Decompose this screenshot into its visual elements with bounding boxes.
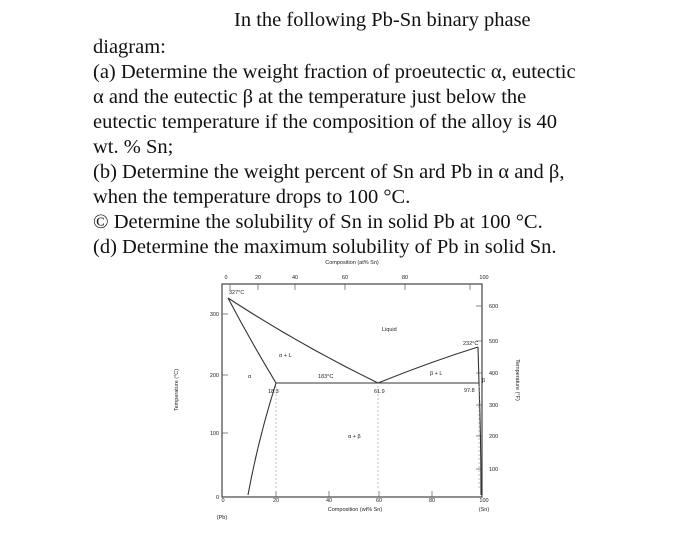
region-liquid: Liquid — [382, 327, 397, 333]
top-axis-title: Composition (at% Sn) — [325, 260, 379, 266]
bottom-tick-label: 20 — [272, 498, 280, 504]
top-tick-label: 0 — [224, 275, 228, 281]
bottom-tick-label: 40 — [325, 498, 333, 504]
left-tick-label: 100 — [209, 431, 219, 437]
solidus-alpha — [228, 298, 276, 383]
solvus-alpha — [248, 383, 276, 495]
bottom-tick-label: 0 — [221, 498, 225, 504]
top-tick-label: 40 — [291, 275, 299, 281]
question-line-8: when the temperature drops to 100 °C. — [93, 186, 411, 208]
right-tick-label: 400 — [489, 371, 499, 377]
right-tick-label: 300 — [489, 403, 499, 409]
pb-melting-point: 327°C — [229, 290, 245, 296]
top-tick-label: 80 — [401, 275, 409, 281]
question-line-6: wt. % Sn; — [93, 136, 174, 158]
bottom-tick-label: 100 — [479, 498, 489, 504]
region-alpha: α — [248, 374, 252, 380]
top-tick-label: 100 — [479, 275, 489, 281]
solidus-beta — [478, 347, 479, 383]
right-tick-label: 200 — [489, 434, 499, 440]
eutectic-composition: 61.9 — [374, 389, 385, 395]
question-line-7: (b) Determine the weight percent of Sn ard Pb in α and β, — [93, 161, 565, 183]
end-label-pb: (Pb) — [216, 515, 228, 521]
top-tick-label: 60 — [341, 275, 349, 281]
question-line-2: diagram: — [93, 36, 166, 58]
region-beta: β — [482, 378, 486, 384]
bottom-axis-title: Composition (wt% Sn) — [327, 507, 383, 513]
plot-frame — [222, 284, 482, 497]
left-tick-label: 200 — [209, 373, 219, 379]
liquidus-right — [378, 347, 478, 383]
right-tick-label: 100 — [489, 467, 499, 473]
right-tick-label: 500 — [489, 339, 499, 345]
beta-composition: 97.8 — [464, 388, 475, 394]
top-ticks — [224, 275, 488, 290]
left-ticks — [210, 312, 228, 501]
question-line-3: (a) Determine the weight fraction of proeutectic α, eutectic — [93, 61, 576, 83]
question-line-9: © Determine the solubility of Sn in solid Pb at 100 °C. — [93, 211, 543, 233]
region-alpha-plus-liquid: α + L — [279, 353, 292, 359]
left-tick-label: 300 — [209, 312, 219, 318]
liquidus-left — [228, 298, 378, 383]
sn-melting-point: 232°C — [463, 341, 479, 347]
question-line-10: (d) Determine the maximum solubility of Pb in solid Sn. — [93, 236, 557, 258]
left-tick-label: 0 — [215, 495, 219, 501]
region-alpha-plus-beta: α + β — [348, 434, 361, 440]
bottom-tick-label: 80 — [428, 498, 436, 504]
right-axis-title: Temperature (°F) — [514, 359, 520, 401]
question-line-4: α and the eutectic β at the temperature just below the — [93, 86, 527, 108]
region-beta-plus-liquid: β + L — [430, 371, 443, 377]
question-line-1: In the following Pb-Sn binary phase — [234, 9, 531, 31]
end-label-sn: (Sn) — [478, 507, 490, 513]
question-line-5: eutectic temperature if the composition of the alloy is 40 — [93, 111, 557, 133]
alpha-composition: 18.3 — [268, 389, 279, 395]
left-axis-title: Temperature (°C) — [174, 368, 180, 412]
eutectic-temperature: 183°C — [318, 374, 334, 380]
top-tick-label: 20 — [254, 275, 262, 281]
right-tick-label: 600 — [489, 304, 499, 310]
bottom-tick-label: 60 — [375, 498, 383, 504]
